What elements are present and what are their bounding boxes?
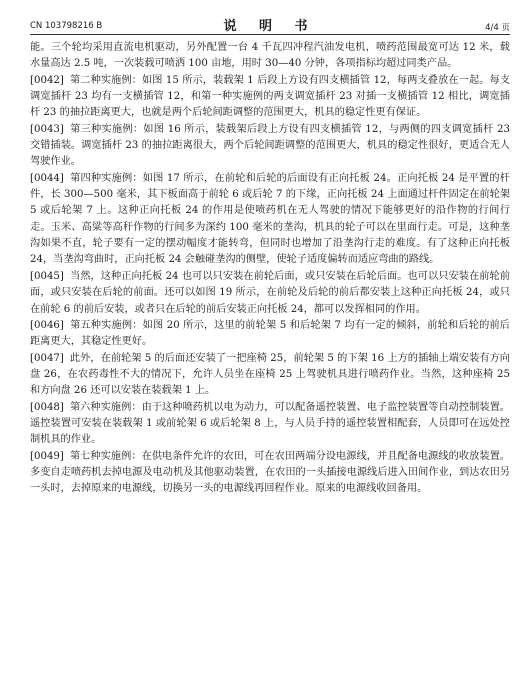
paragraph-text: 第四种实施例：如图 17 所示，在前轮和后轮的后面设有正向托板 24。正向托板 24 是平置的杆件，长 300—500 毫米，其下板面高于前轮 6 或后轮 7 的下缘，正向托板 24 上面通过杆件固定在前轮架 5 或后轮架 7 上。这种正向托板 24 的作用是使喷药机在无人驾驶的情况下能够更好的沿作物的行间行走。玉米、高粱等高秆作物的行间多为深约 100 毫米的垄沟，机具的轮子可以在里面行走。可是，这种垄沟如果不直，轮子要有一定的摆动幅度才能转弯，但同时也增加了沿垄沟行走的难度。有了这种正向托板 24，当垄沟弯曲时，正向托板 24 会触碰垄沟的侧壁，使轮子适度偏转而适应弯曲的路线。 xyxy=(30,172,510,266)
document-title: 说 明 书 xyxy=(223,19,317,34)
paragraph-text: 第六种实施例：由于这种喷药机以电为动力，可以配备遥控装置、电子监控装置等自动控制装置。遥控装置可安装在装载架 1 或前轮架 6 或后轮架 8 上，与人员手持的遥控装置相配套，人员即可在远处控制机具的作业。 xyxy=(30,401,510,446)
paragraph-text: 第三种实施例：如图 16 所示，装载架后段上方设有四支横插管 12，与两侧的四支调宽插杆 23 交错插装。调宽插杆 23 的抽拉距离很大，两个后轮间距调整的范围更大，机具的稳定性很好，更适合无人驾驶作业。 xyxy=(30,123,510,168)
paragraph xyxy=(30,40,510,73)
paragraph-text: 能。三个轮均采用直流电机驱动，另外配置一台 4 千瓦四冲程汽油发电机，喷药范围最宽可达 12 米，载水量高达 2.5 吨，一次装载可喷洒 100 亩地，用时 30—40 分钟，各项指标均超过同类产品。 xyxy=(30,42,510,70)
paragraph-text: 第五种实施例：如图 20 所示，这里的前轮架 5 和后轮架 7 均有一定的倾斜，前轮和后轮的前后距离更大，其稳定性更好。 xyxy=(30,319,510,348)
paragraph-number: [0046] xyxy=(30,319,64,331)
paragraph-number: [0042] xyxy=(30,74,64,86)
paragraph-number: [0044] xyxy=(30,172,64,184)
paragraph-number: [0045] xyxy=(30,270,64,282)
paragraph-text: 第二种实施例：如图 15 所示，装载架 1 后段上方设有四支横插管 12，每两支叠放在一起。每支调宽插杆 23 均有一支横插管 12，和第一种实施例的两支调宽插杆 23 对插一支横插管 12 相比，调宽插杆 23 的抽拉距离更大，也就是两个后轮间距调整的范围更大，机具的稳定性更有保证。 xyxy=(30,74,510,119)
paragraph-text: 当然，这种正向托板 24 也可以只安装在前轮后面，或只安装在后轮后面。也可以只安装在前轮前面，或只安装在后轮的前面。还可以如图 19 所示，在前轮及后轮的前后都安装上这种正向托板 24，或只在前轮 6 的前后安装，或者只在后轮的前后安装正向托板 24，都可以发挥相同的作用。 xyxy=(30,270,510,315)
paragraph xyxy=(30,73,510,122)
paragraph-number: [0043] xyxy=(30,123,64,135)
document-body xyxy=(30,35,510,498)
paragraph xyxy=(30,449,510,498)
paragraph xyxy=(30,122,510,171)
paragraph-number: [0049] xyxy=(30,450,64,462)
paragraph xyxy=(30,269,510,318)
page-header xyxy=(30,0,510,35)
paragraph-text: 第七种实施例：在供电条件允许的农田，可在农田两端分设电源线，并且配备电源线的收放装置。多变自走喷药机去掉电源及电动机及其他驱动装置，在农田的一头插接电源线后进入田间作业，到达农田另一头时，去掉原来的电源线，切换另一头的电源线再回程作业。原来的电源线收回备用。 xyxy=(30,450,510,495)
paragraph-number: [0048] xyxy=(30,401,64,413)
paragraph xyxy=(30,318,510,351)
paragraph-number: [0047] xyxy=(30,352,64,364)
paragraph-text: 此外，在前轮架 5 的后面还安装了一把座椅 25，前轮架 5 的下架 16 上方的插轴上端安装有方向盘 26，在农药毒性不大的情况下，允许人员坐在座椅 25 上驾驶机具进行喷药作业。当然，这种座椅 25 和方向盘 26 还可以安装在装载架 1 上。 xyxy=(30,352,510,397)
page-number: 4/4 页 xyxy=(485,23,510,33)
paragraph xyxy=(30,171,510,269)
paragraph xyxy=(30,400,510,449)
document-number: CN 103798216 B xyxy=(30,21,103,31)
paragraph xyxy=(30,351,510,400)
